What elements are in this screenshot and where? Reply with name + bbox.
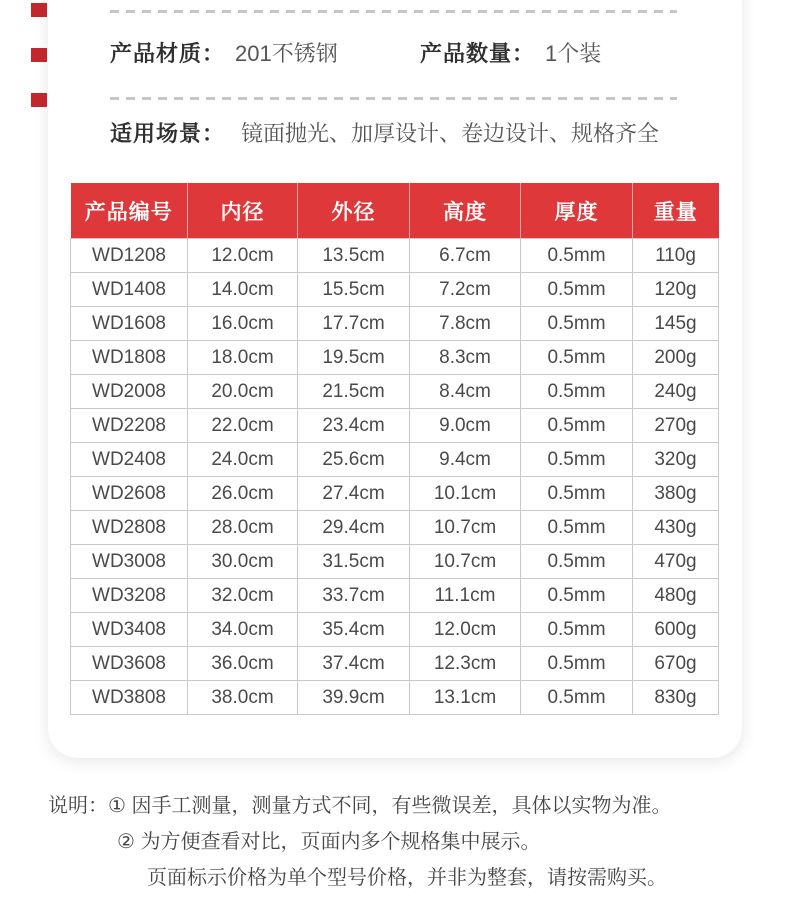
table-cell: 8.3cm <box>410 341 521 375</box>
table-cell: 33.7cm <box>298 579 410 613</box>
table-row <box>71 681 719 715</box>
table-cell: 19.5cm <box>298 341 410 375</box>
material-value: 201不锈钢 <box>235 41 338 66</box>
material-spec-line <box>110 41 338 67</box>
table-cell: 0.5mm <box>521 273 633 307</box>
table-cell: 7.8cm <box>410 307 521 341</box>
table-cell: 0.5mm <box>521 409 633 443</box>
table-cell: 39.9cm <box>298 681 410 715</box>
table-cell: 0.5mm <box>521 239 633 273</box>
table-cell: WD2208 <box>71 409 188 443</box>
table-cell: 0.5mm <box>521 545 633 579</box>
table-cell: 240g <box>633 375 719 409</box>
table-cell: WD2808 <box>71 511 188 545</box>
dashed-divider-top <box>110 10 677 13</box>
table-cell: 0.5mm <box>521 579 633 613</box>
table-cell: 0.5mm <box>521 511 633 545</box>
table-cell: 34.0cm <box>188 613 298 647</box>
table-cell: 9.0cm <box>410 409 521 443</box>
table-cell: WD3208 <box>71 579 188 613</box>
table-cell: 12.0cm <box>410 613 521 647</box>
table-cell: 14.0cm <box>188 273 298 307</box>
quantity-label: 产品数量： <box>420 41 536 66</box>
column-header: 重量 <box>633 183 719 239</box>
table-cell: WD3408 <box>71 613 188 647</box>
table-cell: 26.0cm <box>188 477 298 511</box>
table-cell: 120g <box>633 273 719 307</box>
table-cell: 0.5mm <box>521 647 633 681</box>
table-cell: 9.4cm <box>410 443 521 477</box>
note-line-3: 页面标示价格为单个型号价格，并非为整套，请按需购买。 <box>147 867 667 889</box>
table-row <box>71 273 719 307</box>
note-line-1 <box>48 793 672 820</box>
scene-spec-line <box>110 121 659 147</box>
table-cell: 15.5cm <box>298 273 410 307</box>
red-square-marker <box>31 93 47 107</box>
table-row <box>71 647 719 681</box>
table-cell: 27.4cm <box>298 477 410 511</box>
table-cell: WD1808 <box>71 341 188 375</box>
table-row <box>71 239 719 273</box>
scene-value: 镜面抛光、加厚设计、卷边设计、规格齐全 <box>241 121 660 146</box>
table-cell: 110g <box>633 239 719 273</box>
table-cell: 830g <box>633 681 719 715</box>
table-cell: 13.1cm <box>410 681 521 715</box>
table-cell: 20.0cm <box>188 375 298 409</box>
table-cell: 24.0cm <box>188 443 298 477</box>
table-cell: 270g <box>633 409 719 443</box>
table-cell: 30.0cm <box>188 545 298 579</box>
table-cell: WD3008 <box>71 545 188 579</box>
table-row <box>71 443 719 477</box>
table-cell: 10.7cm <box>410 545 521 579</box>
table-cell: 18.0cm <box>188 341 298 375</box>
table-row <box>71 579 719 613</box>
spec-table <box>70 183 719 715</box>
table-cell: 12.3cm <box>410 647 521 681</box>
table-cell: 0.5mm <box>521 307 633 341</box>
table-cell: 23.4cm <box>298 409 410 443</box>
table-cell: 32.0cm <box>188 579 298 613</box>
red-square-marker <box>31 48 47 62</box>
table-cell: 11.1cm <box>410 579 521 613</box>
table-cell: 8.4cm <box>410 375 521 409</box>
quantity-value: 1个装 <box>545 41 602 66</box>
table-row <box>71 511 719 545</box>
table-cell: 0.5mm <box>521 477 633 511</box>
table-cell: 12.0cm <box>188 239 298 273</box>
table-cell: 0.5mm <box>521 341 633 375</box>
table-cell: 35.4cm <box>298 613 410 647</box>
table-cell: 22.0cm <box>188 409 298 443</box>
table-cell: 10.1cm <box>410 477 521 511</box>
dashed-divider-middle <box>110 97 677 100</box>
table-cell: 28.0cm <box>188 511 298 545</box>
column-header: 高度 <box>410 183 521 239</box>
table-cell: 16.0cm <box>188 307 298 341</box>
table-cell: 430g <box>633 511 719 545</box>
quantity-spec-line <box>420 41 601 67</box>
table-cell: 38.0cm <box>188 681 298 715</box>
table-cell: 470g <box>633 545 719 579</box>
table-cell: 13.5cm <box>298 239 410 273</box>
table-row <box>71 307 719 341</box>
table-cell: 36.0cm <box>188 647 298 681</box>
table-cell: 6.7cm <box>410 239 521 273</box>
note-line-2: ② 为方便查看对比，页面内多个规格集中展示。 <box>117 831 541 853</box>
table-cell: 7.2cm <box>410 273 521 307</box>
table-cell: WD2408 <box>71 443 188 477</box>
table-cell: WD1208 <box>71 239 188 273</box>
table-cell: 480g <box>633 579 719 613</box>
table-cell: 29.4cm <box>298 511 410 545</box>
table-cell: 17.7cm <box>298 307 410 341</box>
table-cell: 380g <box>633 477 719 511</box>
red-square-marker <box>31 3 47 17</box>
table-row <box>71 409 719 443</box>
table-row <box>71 477 719 511</box>
table-cell: 31.5cm <box>298 545 410 579</box>
table-cell: 320g <box>633 443 719 477</box>
table-cell: 21.5cm <box>298 375 410 409</box>
column-header: 厚度 <box>521 183 633 239</box>
column-header: 内径 <box>188 183 298 239</box>
table-cell: WD2008 <box>71 375 188 409</box>
material-label: 产品材质： <box>110 41 226 66</box>
table-cell: 145g <box>633 307 719 341</box>
table-cell: WD2608 <box>71 477 188 511</box>
table-cell: WD1608 <box>71 307 188 341</box>
table-row <box>71 341 719 375</box>
table-cell: 25.6cm <box>298 443 410 477</box>
table-row <box>71 613 719 647</box>
table-cell: 670g <box>633 647 719 681</box>
table-cell: 0.5mm <box>521 443 633 477</box>
table-cell: 10.7cm <box>410 511 521 545</box>
table-row <box>71 545 719 579</box>
column-header: 产品编号 <box>71 183 188 239</box>
spec-table-header-row <box>71 183 719 239</box>
note-line-1-text: ① 因手工测量，测量方式不同，有些微误差，具体以实物为准。 <box>108 795 672 817</box>
table-cell: WD1408 <box>71 273 188 307</box>
table-cell: 0.5mm <box>521 375 633 409</box>
column-header: 外径 <box>298 183 410 239</box>
table-cell: 200g <box>633 341 719 375</box>
table-cell: 600g <box>633 613 719 647</box>
table-cell: 0.5mm <box>521 613 633 647</box>
table-cell: 37.4cm <box>298 647 410 681</box>
table-cell: WD3808 <box>71 681 188 715</box>
scene-label: 适用场景： <box>110 121 226 146</box>
note-label: 说明： <box>48 795 108 817</box>
table-cell: WD3608 <box>71 647 188 681</box>
table-cell: 0.5mm <box>521 681 633 715</box>
table-row <box>71 375 719 409</box>
